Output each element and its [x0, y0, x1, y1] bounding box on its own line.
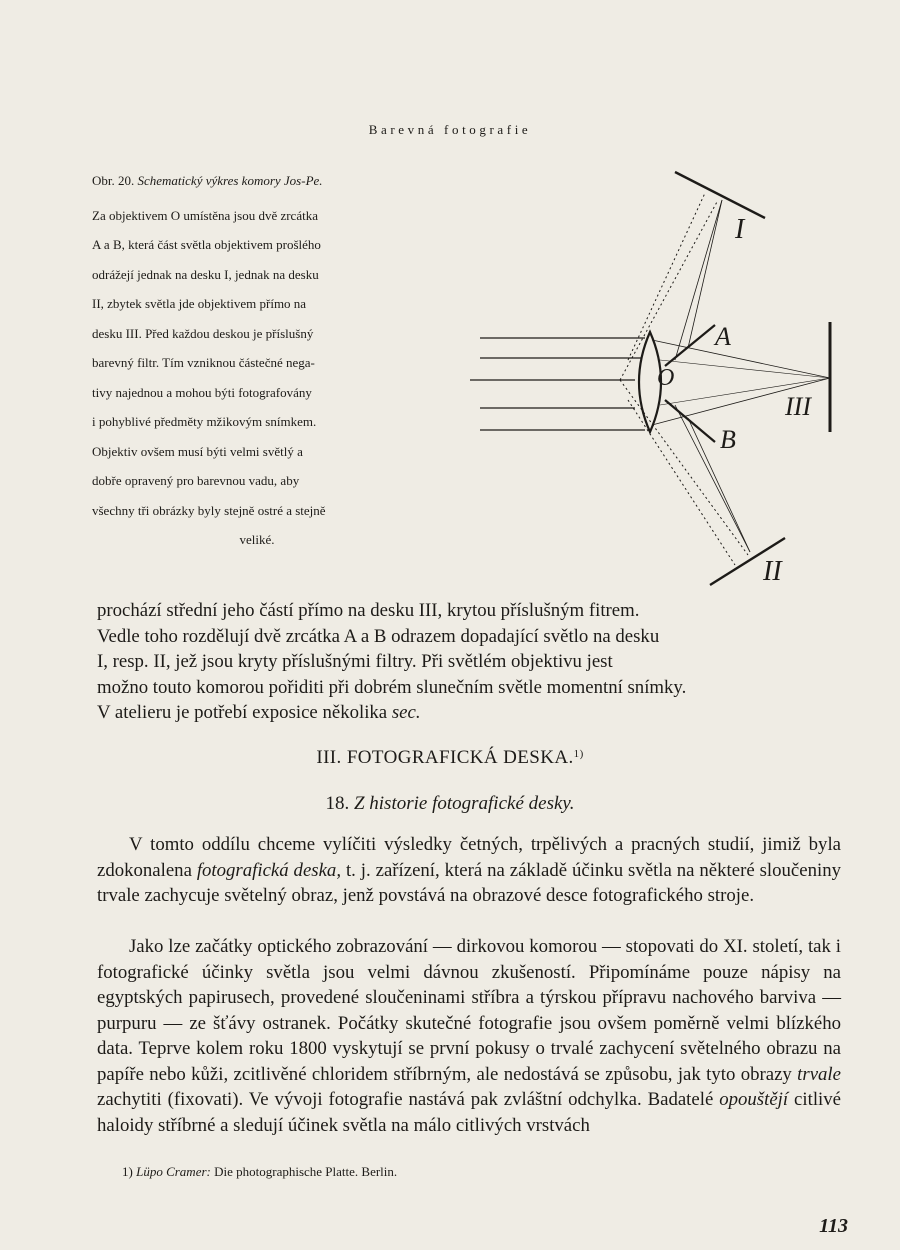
- italic-text: trvale: [797, 1063, 841, 1085]
- dotted-ray: [628, 193, 705, 360]
- footnote-reference[interactable]: 1): [573, 748, 584, 760]
- label-plate-III: III: [785, 392, 811, 421]
- subsection-title: [0, 793, 900, 815]
- ray-to-plate-III: [652, 340, 830, 378]
- caption-line: odrážejí jednak na desku I, jednak na desku: [92, 266, 319, 282]
- caption-line: tivy najednou a mohou býti fotografovány: [92, 384, 312, 400]
- page-number: 113: [819, 1215, 848, 1237]
- figure-caption: [92, 166, 422, 555]
- dotted-ray: [620, 200, 718, 380]
- plate-I: [675, 172, 765, 218]
- dotted-ray: [628, 400, 735, 565]
- figure-title-line: [92, 166, 422, 196]
- mirror-B: [665, 400, 715, 442]
- text-line: I, resp. II, jež jsou kryty příslušnými filtry. Při světlém objektivu jest: [97, 651, 613, 672]
- text-line: prochází střední jeho částí přímo na desku III, krytou příslušným fitrem.: [97, 600, 640, 621]
- caption-line: všechny tři obrázky byly stejně ostré a stejně: [92, 502, 326, 518]
- figure-label: Obr. 20.: [92, 173, 135, 188]
- footnote: [122, 1164, 822, 1180]
- caption-line: dobře opravený pro barevnou vadu, aby: [92, 473, 300, 488]
- text-line: V atelieru je potřebí exposice několika sec.: [97, 702, 421, 723]
- dotted-ray: [620, 380, 748, 555]
- caption-line: Objektiv ovšem musí býti velmi světlý a: [92, 443, 303, 459]
- footnote-author: Lüpo Cramer:: [136, 1164, 211, 1179]
- running-head: Barevná fotografie: [368, 122, 532, 137]
- caption-line: i pohyblivé předměty mžikovým snímkem.: [92, 414, 317, 429]
- text-line: možno touto komorou pořiditi při dobrém slunečním světle momentní snímky.: [97, 676, 687, 698]
- italic-text: opouštějí: [719, 1089, 789, 1110]
- label-plate-I: I: [735, 214, 745, 245]
- figure-title: Schematický výkres komory Jos-Pe.: [137, 173, 323, 188]
- paragraph-history: Jako lze začátky optického zobrazování — dirkovou komorou — stopovati do XI. století, tak i fotografické účinky světla jsou velmi dávnou zkušeností. Připomínáme pouze nápisy na egyptských papirusech, provedené sloučeninami stříbra a týrskou přípravu nachového barviva — purpuru — ze šťávy ostranek. Počátky skutečné fotografie jsou ovšem poměrně velmi blízkého data. Teprve kolem roku 1800 vyskytují se první pokusy o trvalé zachycení světelného obrazu na papíře nebo kůži, zcitlivěné chloridem stříbrným, ale nedostává se způsobu, jak tyto obrazy trvale zachytiti (fixovati). Ve vývoji fotografie nastává pak zvláštní odchylka. Badatelé opouštějí citlivé haloidy stříbrné a sledují účinek světla na málo citlivých vrstvách: [97, 936, 841, 1136]
- subsection-heading: Z historie fotografické desky.: [353, 793, 575, 814]
- section-title: III. FOTOGRAFICKÁ DESKA.$^{1)}$: [316, 747, 584, 768]
- mirror-A: [665, 325, 715, 366]
- italic-text: sec.: [391, 702, 421, 723]
- caption-line: II, zbytek světla jde objektivem přímo na: [92, 296, 307, 311]
- caption-line: barevný filtr. Tím vzniknou částečné nega-: [92, 355, 315, 370]
- paragraph-intro: V tomto oddílu chceme vylíčiti výsledky četných, trpělivých a pracných studií, jimiž byla zdokonalena fotografická deska, t. j. zařízení, která na základě účinku světla na některé sloučeniny trvale zachycuje světelný obraz, jenž povstává na obrazové desce fotografického stroje.: [97, 834, 841, 906]
- label-lens-O: O: [657, 365, 675, 391]
- label-plate-II: II: [763, 556, 782, 587]
- text-line: Vedle toho rozdělují dvě zrcátka A a B odrazem dopadající světlo na desku: [97, 625, 660, 647]
- caption-line: A a B, která část světla objektivem prošlého: [92, 237, 321, 252]
- label-mirror-B: B: [720, 425, 736, 454]
- paragraph-continuation: [97, 598, 841, 726]
- footnote-text: Die photographische Platte. Berlin.: [214, 1164, 398, 1179]
- caption-line: Za objektivem O umístěna jsou dvě zrcátka: [92, 207, 318, 223]
- camera-schematic-diagram: [460, 160, 860, 600]
- subsection-number: 18.: [325, 793, 350, 814]
- footnote-mark: 1): [122, 1164, 133, 1179]
- ray-to-plate-III: [660, 360, 830, 378]
- italic-text: fotografická deska,: [196, 859, 342, 881]
- label-mirror-A: A: [715, 322, 731, 351]
- caption-line: desku III. Před každou deskou je příslušný: [92, 325, 314, 341]
- caption-line: veliké.: [239, 532, 275, 547]
